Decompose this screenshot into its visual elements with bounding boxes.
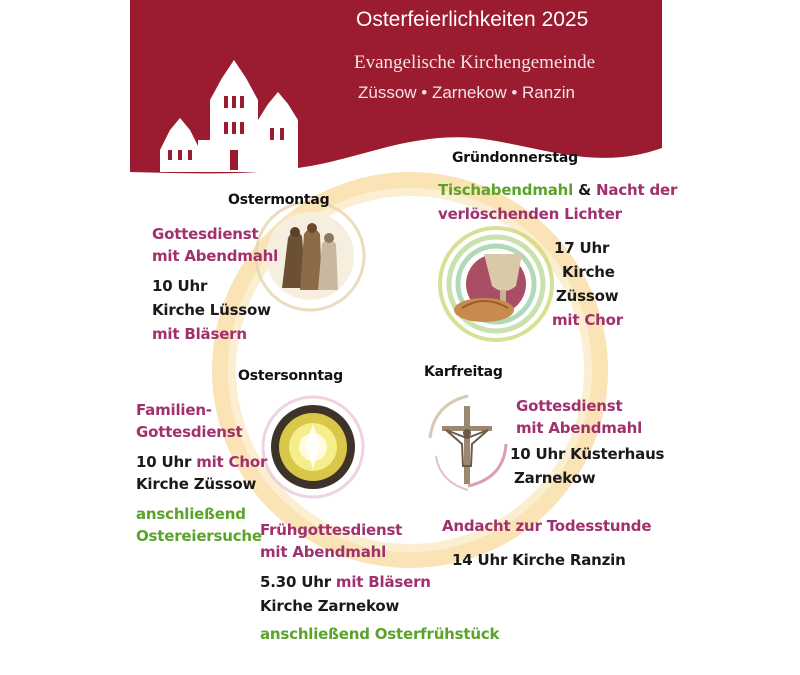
ostersonntag-family-after-line2: Ostereiersuche xyxy=(136,527,262,545)
crucifix-icon xyxy=(416,386,520,496)
ostersonntag-family-line2: Gottesdienst xyxy=(136,423,243,441)
karfreitag-service-line2: mit Abendmahl xyxy=(516,419,643,437)
ostermontag-place: Kirche Lüssow xyxy=(152,301,271,319)
ostersonntag-early-line2: mit Abendmahl xyxy=(260,543,387,561)
ostersonntag-family-line1: Familien- xyxy=(136,401,212,419)
ostersonntag-family-place: Kirche Züssow xyxy=(136,475,257,493)
ostersonntag-family-time-line xyxy=(136,450,267,474)
ostersonntag-family-time: 10 Uhr xyxy=(136,453,192,471)
ostermontag-time: 10 Uhr xyxy=(152,277,208,295)
karfreitag-day: Karfreitag xyxy=(424,364,503,380)
ostersonntag-early-extra: mit Bläsern xyxy=(335,573,431,591)
ostersonntag-family-after-line1: anschließend xyxy=(136,505,246,523)
ostersonntag-early-line1: Frühgottesdienst xyxy=(260,521,403,539)
ostersonntag-early-place: Kirche Zarnekow xyxy=(260,597,400,615)
ostersonntag-early-after: anschließend Osterfrühstück xyxy=(260,625,500,643)
ampersand: & xyxy=(578,181,592,199)
ostersonntag-early-time: 5.30 Uhr xyxy=(260,573,331,591)
gruendonnerstag-service-line1 xyxy=(438,178,677,202)
gruendonnerstag-service-line2: verlöschenden Lichter xyxy=(438,205,622,223)
ostermontag-day: Ostermontag xyxy=(228,192,330,208)
risen-christ-light-icon xyxy=(260,394,366,500)
poster-title: Osterfeierlichkeiten 2025 xyxy=(356,8,589,31)
ostersonntag-early-time-line xyxy=(260,570,431,594)
ostersonntag-family-extra: mit Chor xyxy=(196,453,268,471)
ostermontag-service-line1: Gottesdienst xyxy=(152,225,259,243)
ostermontag-service-line2: mit Abendmahl xyxy=(152,247,279,265)
gruendonnerstag-day: Gründonnerstag xyxy=(452,150,578,166)
parish-name: Evangelische Kirchengemeinde xyxy=(354,52,596,73)
gruendonnerstag-service-part2: Nacht der xyxy=(596,181,678,199)
gruendonnerstag-service-part1: Tischabendmahl xyxy=(438,181,574,199)
karfreitag-second-time-place: 14 Uhr Kirche Ranzin xyxy=(452,551,626,569)
easter-poster xyxy=(130,0,678,675)
gruendonnerstag-place-line1: Kirche xyxy=(562,263,615,281)
gruendonnerstag-extra: mit Chor xyxy=(552,311,623,329)
gruendonnerstag-time: 17 Uhr xyxy=(554,239,610,257)
karfreitag-service-line1: Gottesdienst xyxy=(516,397,623,415)
karfreitag-second-service: Andacht zur Todesstunde xyxy=(442,517,652,535)
karfreitag-time-place: 10 Uhr Küsterhaus xyxy=(510,445,665,463)
ostermontag-extra: mit Bläsern xyxy=(152,325,247,343)
bread-and-chalice-icon xyxy=(436,224,556,344)
karfreitag-place: Zarnekow xyxy=(514,469,596,487)
gruendonnerstag-place-line2: Züssow xyxy=(556,287,619,305)
villages-line: Züssow • Zarnekow • Ranzin xyxy=(358,83,575,102)
ostersonntag-day: Ostersonntag xyxy=(238,368,343,384)
